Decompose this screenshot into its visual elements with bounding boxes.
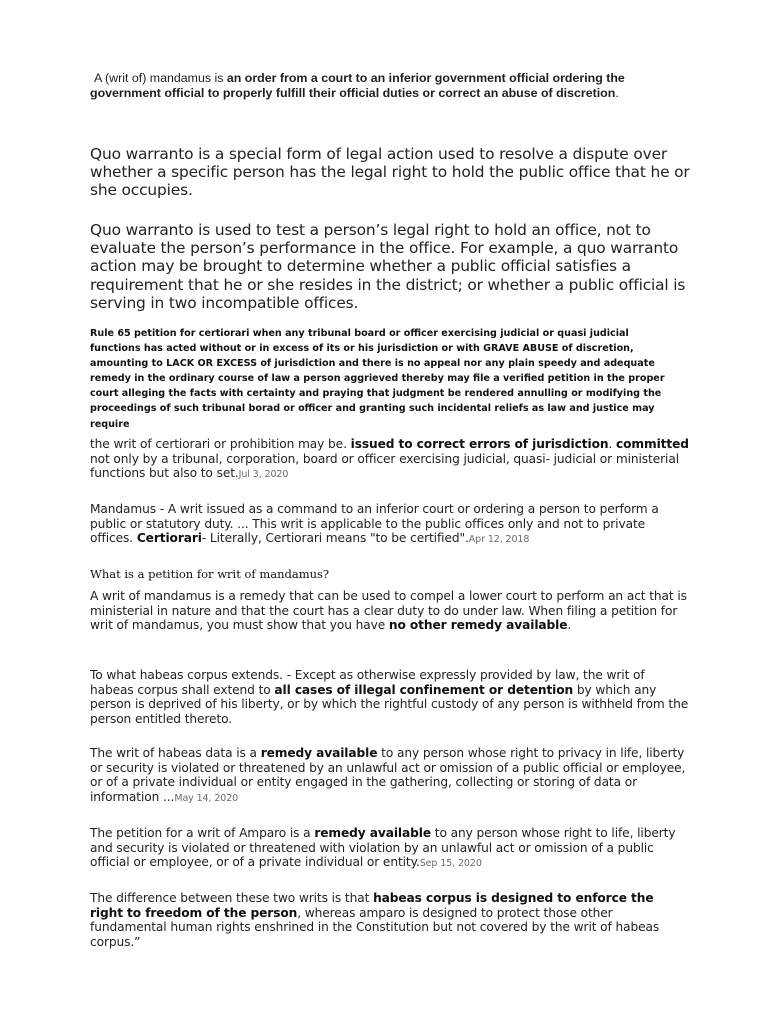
mandamus-definition-lead: A (writ of) mandamus is: [94, 71, 227, 85]
certiorari-date: Jul 3, 2020: [238, 469, 289, 481]
difference-post: , whereas amparo is designed to protect those other fundamental human rights enshrined in the Constitution but not covered by the writ of habeas corpus.”: [90, 905, 660, 949]
habeas-corpus-pre: To what habeas corpus extends. - Except as otherwise expressly provided by law, the writ of habeas corpus shall extend to: [90, 668, 645, 697]
amparo-post: to any person whose right to life, liberty and security is violated or threatened with violation by an unlawful act or omission of a public official or employee, or of a private individual or entity.: [90, 826, 676, 870]
amparo-date: Sep 15, 2020: [419, 858, 482, 870]
certiorari-bold-1: issued to correct errors of jurisdiction: [350, 437, 609, 451]
habeas-corpus-bold: all cases of illegal confinement or detention: [274, 682, 574, 697]
mandamus-definition-bold: an order from a court to an inferior government official ordering the government official to properly fulfill their official duties or correct an abuse of discretion: [90, 71, 625, 100]
habeas-data-date: May 14, 2020: [174, 792, 239, 804]
quo-warranto-paragraph-1: Quo warranto is a special form of legal action used to resolve a dispute over whether a specific person has the legal right to hold the public office that he or she occupies.: [90, 145, 690, 200]
habeas-corpus-post: by which any person is deprived of his liberty, or by which the rightful custody of any person is withheld from the person entitled thereto.: [90, 682, 689, 726]
rule65-paragraph: Rule 65 petition for certiorari when any tribunal board or officer exercising judicial or quasi judicial functions has acted without or in excess of its or his jurisdiction or with GRAVE ABUSE of discretion, amounting to LACK OR EXCESS of jurisdiction and there is no appeal nor any plain speedy and adequate remedy in the ordinary course of law a person aggrieved thereby may file a verified petition in the proper court alleging the facts with certainty and praying that judgment be rendered annulling or modifying the proceedings of such tribunal borad or officer and granting such incidental reliefs as law and justice may require: [90, 328, 665, 430]
amparo-bold: remedy available: [314, 826, 432, 840]
habeas-data-pre: The writ of habeas data is a: [90, 746, 261, 760]
certiorari-post: not only by a tribunal, corporation, board or officer exercising judicial, quasi- judicial or ministerial functions but also to set.: [90, 451, 679, 481]
petition-mandamus-pre: A writ of mandamus is a remedy that can be used to compel a lower court to perform an act that is ministerial in nature and that the court has a clear duty to do under law. When filing a petition for writ of mandamus, you must show that you have: [90, 589, 687, 633]
amparo-pre: The petition for a writ of Amparo is a: [90, 826, 315, 840]
habeas-corpus-paragraph: [90, 668, 690, 726]
habeas-data-paragraph: [90, 746, 690, 806]
mandamus-definition-tail: .: [615, 86, 619, 100]
mandamus-vs-bold: Certiorari: [136, 531, 202, 546]
quo-warranto-paragraph-2: Quo warranto is used to test a person’s legal right to hold an office, not to evaluate the person’s performance in the office. For example, a quo warranto action may be brought to determine whether a public official satisfies a requirement that he or she resides in the district; or whether a public official is serving in two incompatible offices.: [90, 221, 686, 312]
habeas-data-post: to any person whose right to privacy in life, liberty or security is violated or threatened by an unlawful act or omission of a public official or employee, or of a private individual or entity engaged in the gathering, collecting or storing of data or information ...: [90, 746, 686, 804]
petition-mandamus-paragraph: [90, 589, 690, 633]
mandamus-definition: [90, 71, 690, 101]
difference-paragraph: [90, 891, 690, 949]
certiorari-mid: .: [608, 437, 616, 451]
mandamus-vs-post: - Literally, Certiorari means "to be certified".: [201, 531, 469, 546]
petition-mandamus-post: .: [567, 618, 572, 633]
petition-heading: What is a petition for writ of mandamus?: [90, 567, 330, 581]
amparo-paragraph: [90, 826, 690, 872]
difference-pre: The difference between these two writs is that: [90, 891, 374, 905]
habeas-data-bold: remedy available: [260, 746, 378, 760]
difference-bold: habeas corpus is designed to enforce the right to freedom of the person: [90, 891, 654, 920]
petition-mandamus-bold: no other remedy available: [388, 618, 568, 633]
certiorari-pre: the writ of certiorari or prohibition may be.: [90, 437, 351, 451]
certiorari-paragraph: [90, 437, 690, 483]
certiorari-bold-2: committed: [615, 437, 689, 451]
mandamus-vs-date: Apr 12, 2018: [468, 534, 530, 546]
mandamus-vs-pre: Mandamus - A writ issued as a command to an inferior court or ordering a person to perform a public or statutory duty. ... This writ is applicable to the public offices only and not to private offices.: [90, 502, 659, 546]
mandamus-certiorari-paragraph: [90, 502, 690, 548]
